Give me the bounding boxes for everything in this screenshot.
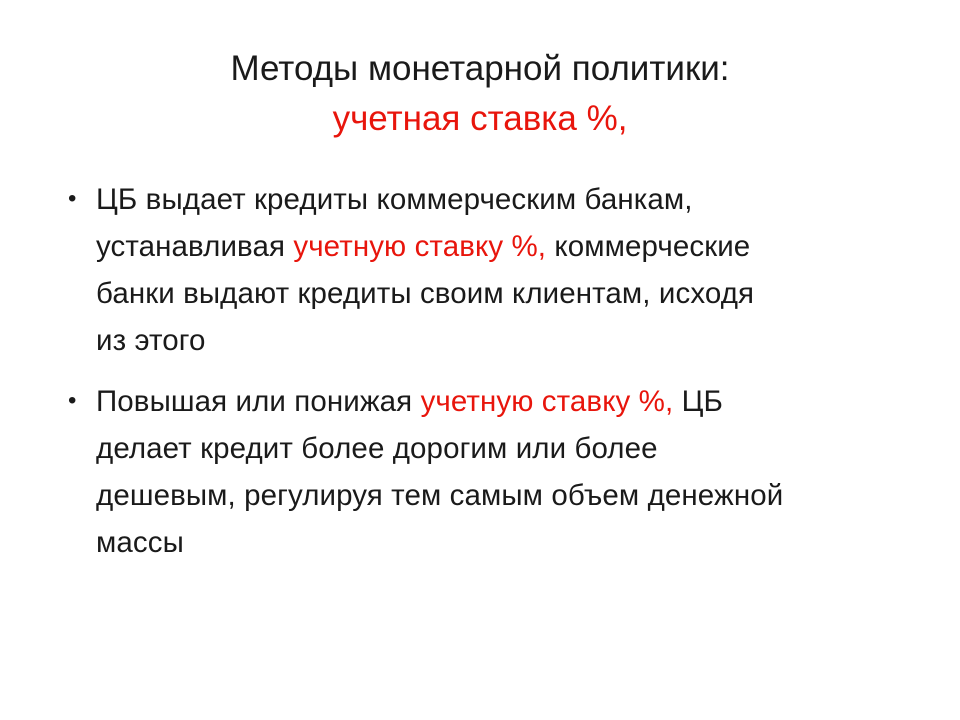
bullet-line: [96, 519, 928, 566]
bullet-marker: •: [68, 387, 77, 414]
line-text: устанавливая: [96, 230, 294, 263]
bullet-line: [96, 425, 928, 472]
bullet-line: [96, 223, 928, 270]
title-line-main: Методы монетарной политики:: [230, 49, 730, 88]
line-text: из этого: [96, 324, 206, 357]
line-text: делает кредит более дорогим или более: [96, 432, 658, 465]
line-text: ЦБ выдает кредиты коммерческим банкам,: [96, 183, 693, 216]
bullet-list: [68, 176, 928, 580]
line-text-after: коммерческие: [546, 230, 751, 263]
bullet-line: [96, 378, 928, 425]
line-highlight: учетную ставку %,: [420, 385, 674, 418]
line-text-after: ЦБ: [673, 385, 723, 418]
line-text: Повышая или понижая: [96, 385, 421, 418]
bullet-line: [96, 472, 928, 519]
line-text: банки выдают кредиты своим клиентам, исходя: [96, 277, 755, 310]
bullet-line: [96, 317, 928, 364]
line-highlight: учетную ставку %,: [293, 230, 547, 263]
bullet-item-2: [68, 378, 928, 566]
title-line-highlight: учетная ставка %,: [332, 99, 628, 138]
bullet-line: [96, 176, 928, 223]
line-text: массы: [96, 526, 184, 559]
bullet-item-1: [68, 176, 928, 364]
bullet-marker: •: [68, 185, 77, 212]
line-text: дешевым, регулируя тем самым объем денежной: [96, 479, 784, 512]
bullet-line: [96, 270, 928, 317]
slide-title: [60, 44, 900, 144]
